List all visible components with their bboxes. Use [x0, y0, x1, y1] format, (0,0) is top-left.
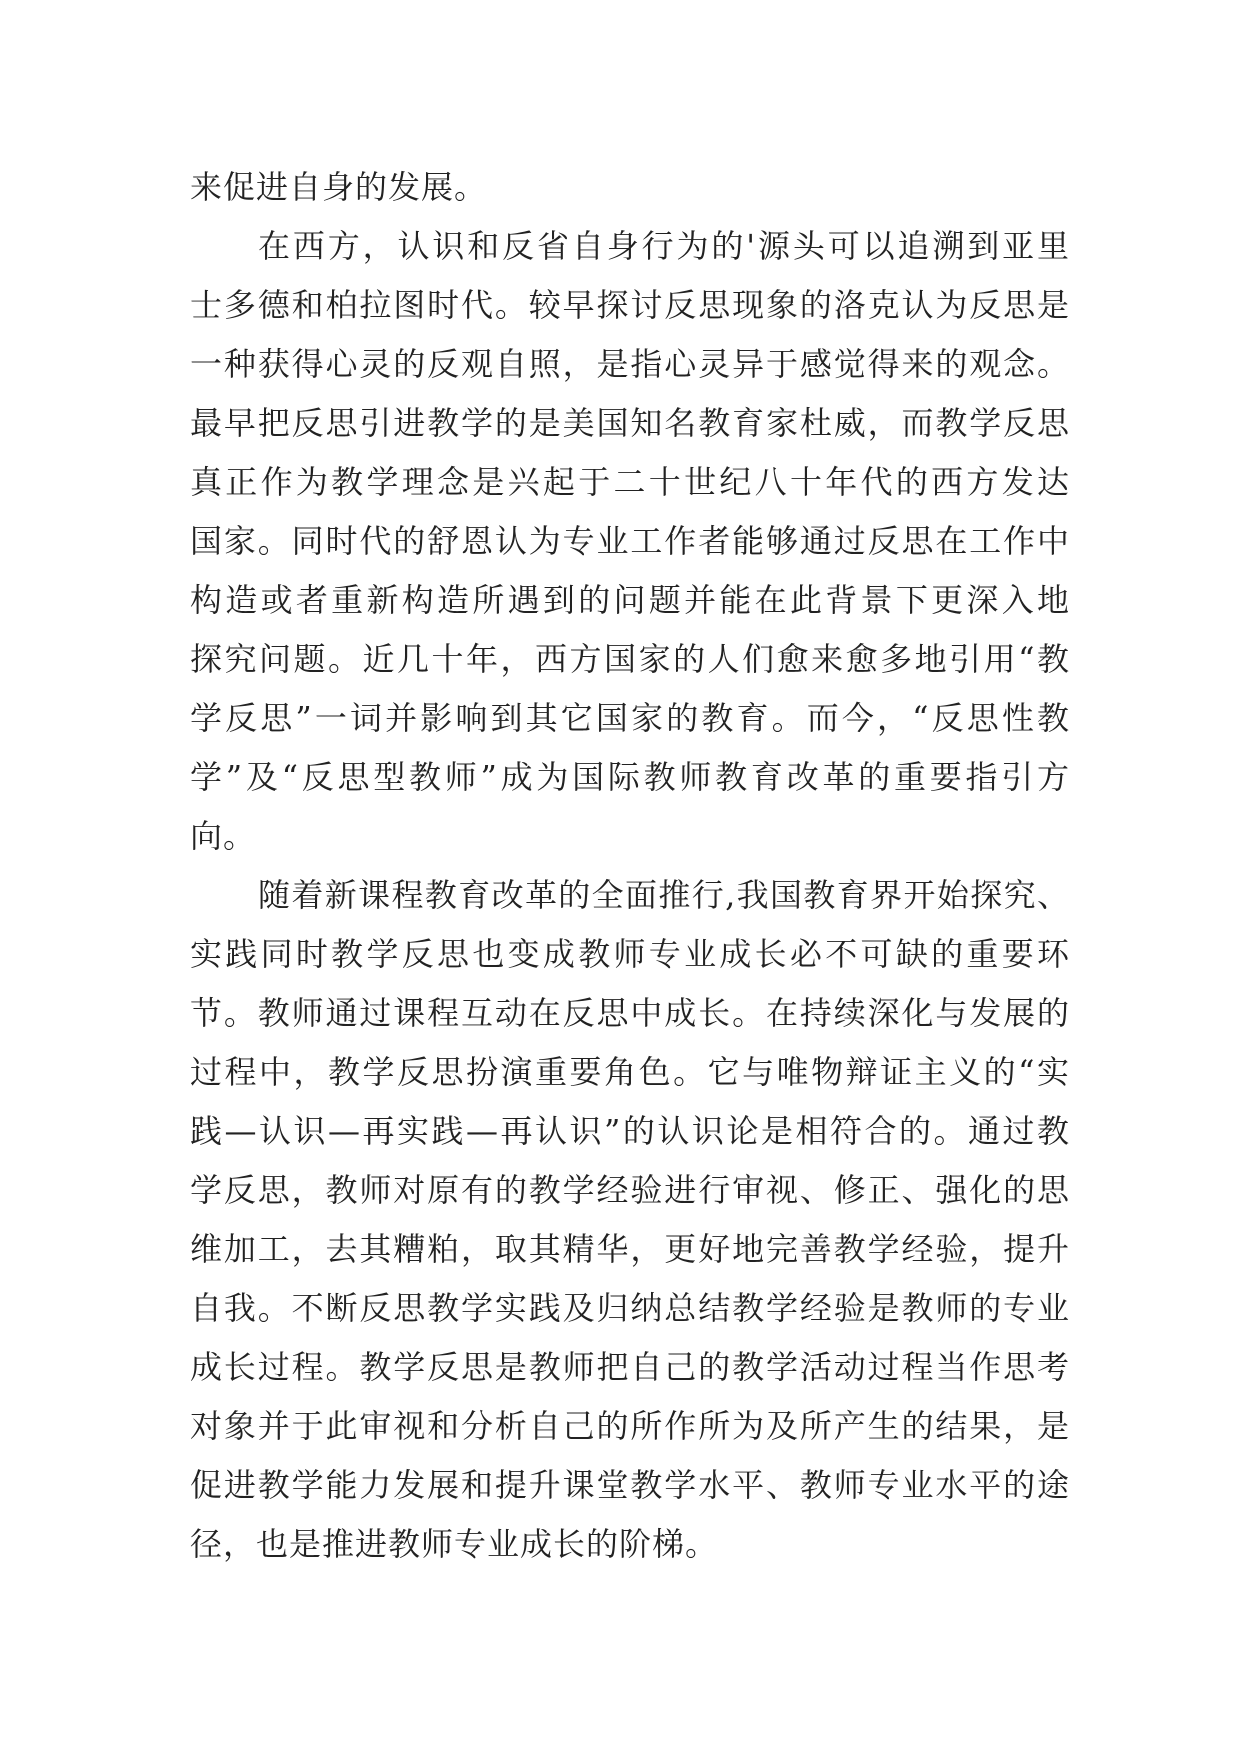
text-line: 对象并于此审视和分析自己的所作所为及所产生的结果，是 — [190, 1407, 1070, 1445]
text-line: 真正作为教学理念是兴起于二十世纪八十年代的西方发达 — [190, 463, 1070, 501]
text-line: 学”及“反思型教师”成为国际教师教育改革的重要指引方 — [190, 758, 1070, 796]
paragraph-western-origins — [190, 217, 1070, 866]
text-line: 向。 — [190, 817, 257, 855]
text-line: 过程中，教学反思扮演重要角色。它与唯物辩证主义的“实 — [190, 1053, 1070, 1091]
document-body — [190, 158, 1070, 1574]
text-line: 随着新课程教育改革的全面推行,我国教育界开始探究、 — [258, 876, 1070, 914]
text-line: 成长过程。教学反思是教师把自己的教学活动过程当作思考 — [190, 1348, 1070, 1386]
text-line: 最早把反思引进教学的是美国知名教育家杜威，而教学反思 — [190, 404, 1070, 442]
paragraph-curriculum-reform — [190, 866, 1070, 1574]
text-line: 节。教师通过课程互动在反思中成长。在持续深化与发展的 — [190, 994, 1070, 1032]
text-line: 自我。不断反思教学实践及归纳总结教学经验是教师的专业 — [190, 1289, 1070, 1327]
text-line: 实践同时教学反思也变成教师专业成长必不可缺的重要环 — [190, 935, 1070, 973]
text-line: 维加工，去其糟粕，取其精华，更好地完善教学经验，提升 — [190, 1230, 1070, 1268]
text-line: 一种获得心灵的反观自照，是指心灵异于感觉得来的观念。 — [190, 345, 1070, 383]
text-line: 促进教学能力发展和提升课堂教学水平、教师专业水平的途 — [190, 1466, 1070, 1504]
text-line: 国家。同时代的舒恩认为专业工作者能够通过反思在工作中 — [190, 522, 1070, 560]
text-line: 径，也是推进教师专业成长的阶梯。 — [190, 1525, 719, 1563]
paragraph-continuation — [190, 158, 1070, 217]
text-line: 践—认识—再实践—再认识”的认识论是相符合的。通过教 — [190, 1112, 1070, 1150]
text-line: 在西方，认识和反省自身行为的'源头可以追溯到亚里 — [258, 227, 1070, 265]
text-line: 学反思”一词并影响到其它国家的教育。而今，“反思性教 — [190, 699, 1070, 737]
text-line: 探究问题。近几十年，西方国家的人们愈来愈多地引用“教 — [190, 640, 1070, 678]
text-line: 来促进自身的发展。 — [190, 168, 488, 206]
text-line: 学反思，教师对原有的教学经验进行审视、修正、强化的思 — [190, 1171, 1070, 1209]
text-line: 士多德和柏拉图时代。较早探讨反思现象的洛克认为反思是 — [190, 286, 1070, 324]
text-line: 构造或者重新构造所遇到的问题并能在此背景下更深入地 — [190, 581, 1070, 619]
